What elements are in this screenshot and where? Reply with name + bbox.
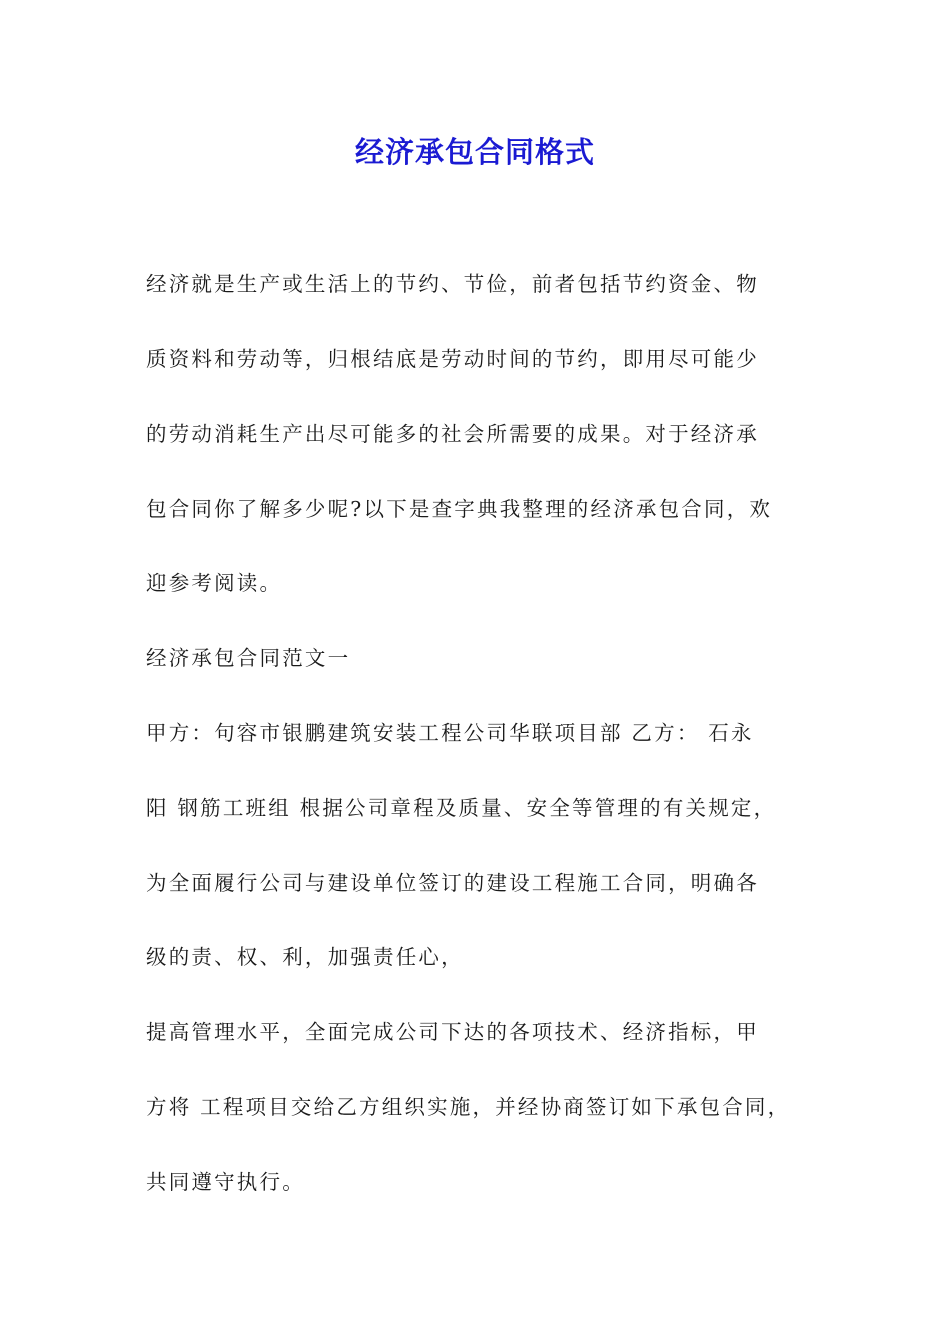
body-line-10: 级的责、权、利，加强责任心，	[146, 945, 464, 969]
body-line-7: 甲方：句容市银鹏建筑安装工程公司华联项目部 乙方： 石永	[146, 721, 754, 745]
section-heading: 经济承包合同范文一	[146, 646, 351, 670]
body-line-1: 经济就是生产或生活上的节约、节俭，前者包括节约资金、物	[146, 272, 759, 296]
body-line-9: 为全面履行公司与建设单位签订的建设工程施工合同，明确各	[146, 871, 759, 895]
document-title: 经济承包合同格式	[354, 135, 595, 169]
body-line-13: 共同遵守执行。	[146, 1170, 305, 1194]
body-line-2: 质资料和劳动等，归根结底是劳动时间的节约，即用尽可能少	[146, 347, 759, 371]
body-line-12: 方将 工程项目交给乙方组织实施，并经协商签订如下承包合同，	[146, 1095, 791, 1119]
body-line-3: 的劳动消耗生产出尽可能多的社会所需要的成果。对于经济承	[146, 422, 759, 446]
body-line-11: 提高管理水平，全面完成公司下达的各项技术、经济指标，甲	[146, 1020, 759, 1044]
body-line-4: 包合同你了解多少呢?以下是查字典我整理的经济承包合同，欢	[146, 497, 773, 521]
body-line-8: 阳 钢筋工班组 根据公司章程及质量、安全等管理的有关规定，	[146, 796, 777, 820]
body-line-5: 迎参考阅读。	[146, 571, 283, 595]
